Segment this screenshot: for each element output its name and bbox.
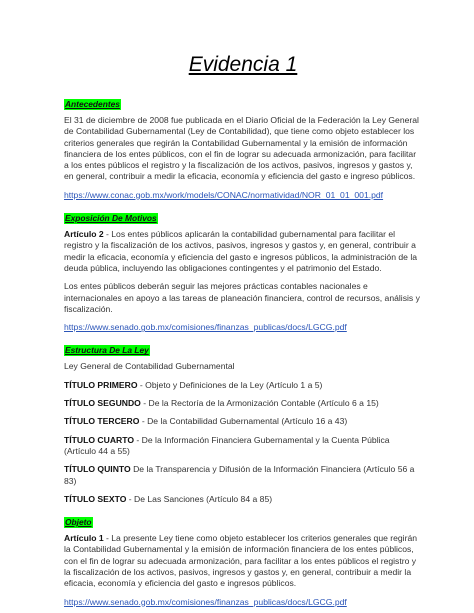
titulo-label: TÍTULO SEGUNDO <box>64 398 141 409</box>
section-objeto <box>64 512 422 608</box>
section-antecedentes <box>64 94 422 201</box>
exposicion-link[interactable]: https://www.senado.gob.mx/comisiones/finanzas_publicas/docs/LGCG.pdf <box>64 322 347 333</box>
titulo-label: TÍTULO PRIMERO <box>64 379 138 390</box>
section-heading-exposicion: Exposición De Motivos <box>65 213 157 224</box>
section-heading-estructura: Estructura De La Ley <box>65 345 149 356</box>
titulo-text: De la Transparencia y Difusión de la Información Financiera (Artículo 56 a 83) <box>64 464 415 486</box>
section-heading-objeto: Objeto <box>65 517 92 528</box>
titulo-text: - Objeto y Definiciones de la Ley (Artículo 1 a 5) <box>137 379 323 390</box>
section-heading-antecedentes: Antecedentes <box>65 99 120 109</box>
titulo-text: - De la Rectoría de la Armonización Contable (Artículo 6 a 15) <box>140 398 379 409</box>
titulo-item <box>64 494 422 505</box>
antecedentes-link[interactable]: https://www.conac.gob.mx/work/models/CONAC/normatividad/NOR_01_01_001.pdf <box>64 189 384 200</box>
objeto-article-label: Artículo 1 <box>64 533 104 544</box>
estructura-intro: Ley General de Contabilidad Gubernamental <box>64 361 235 372</box>
antecedentes-paragraph: El 31 de diciembre de 2008 fue publicada en el Diario Oficial de la Federación la Ley General de Contabilidad Gubernamental (Ley de Contabilidad), que tiene como objeto establecer los criterios generales que regirán la Contabilidad Gubernamental y la emisión de información financiera de los entes públicos, con el fin de lograr su adecuada armonización, para facilitar a los entes públicos el registro y la fiscalización de los activos, pasivos, ingresos y gastos y, en general, contribuir a medir la eficacia, economía y eficiencia del gasto e ingreso públicos. <box>64 115 419 182</box>
exposicion-article-text: - Los entes públicos aplicarán la contabilidad gubernamental para facilitar el registro y la fiscalización de los activos, pasivos, ingresos y gastos y, en general, contribuir a medir la eficacia, economía y eficiencia del gasto e ingresos públicos, la administración de la deuda pública, incluyendo las obligaciones contingentes y el patrimonio del Estado. <box>64 229 418 273</box>
titulo-label: TÍTULO SEXTO <box>64 493 127 504</box>
titulo-item <box>64 380 422 391</box>
objeto-article-text: - La presente Ley tiene como objeto establecer los criterios generales que regirán la Contabilidad Gubernamental y la emisión de información financiera de los entes públicos, con el fin de lograr su adecuada armonización, para facilitar a los entes públicos el registro y la fiscalización de los activos, pasivos, ingresos y gastos y, en general, contribuir a medir la eficacia, economía y eficiencia del gasto e ingresos públicos. <box>64 533 418 589</box>
titulo-label: TÍTULO CUARTO <box>64 434 135 445</box>
titulo-text: - De Las Sanciones (Artículo 84 a 85) <box>126 493 273 504</box>
document-title: Evidencia 1 <box>188 53 298 76</box>
titulo-label: TÍTULO QUINTO <box>64 464 131 475</box>
titulo-item <box>64 464 422 487</box>
exposicion-article-label: Artículo 2 <box>64 229 104 240</box>
exposicion-paragraph-2: Los entes públicos deberán seguir las mejores prácticas contables nacionales e internacionales en apoyo a las tareas de planeación financiera, control de recursos, análisis y fiscalización. <box>64 281 420 314</box>
titulo-label: TÍTULO TERCERO <box>64 416 140 427</box>
objeto-article-paragraph <box>64 533 422 589</box>
titulo-text: - De la Información Financiera Gubernamental y la Cuenta Pública (Artículo 44 a 55) <box>64 434 390 456</box>
exposicion-article-paragraph <box>64 229 422 274</box>
titulo-item <box>64 435 422 458</box>
titulo-item <box>64 416 422 427</box>
titulo-text: - De la Contabilidad Gubernamental (Artículo 16 a 43) <box>139 416 348 427</box>
section-exposicion <box>64 208 422 333</box>
objeto-link[interactable]: https://www.senado.gob.mx/comisiones/finanzas_publicas/docs/LGCG.pdf <box>64 596 347 607</box>
section-estructura <box>64 340 422 505</box>
titulo-item <box>64 398 422 409</box>
